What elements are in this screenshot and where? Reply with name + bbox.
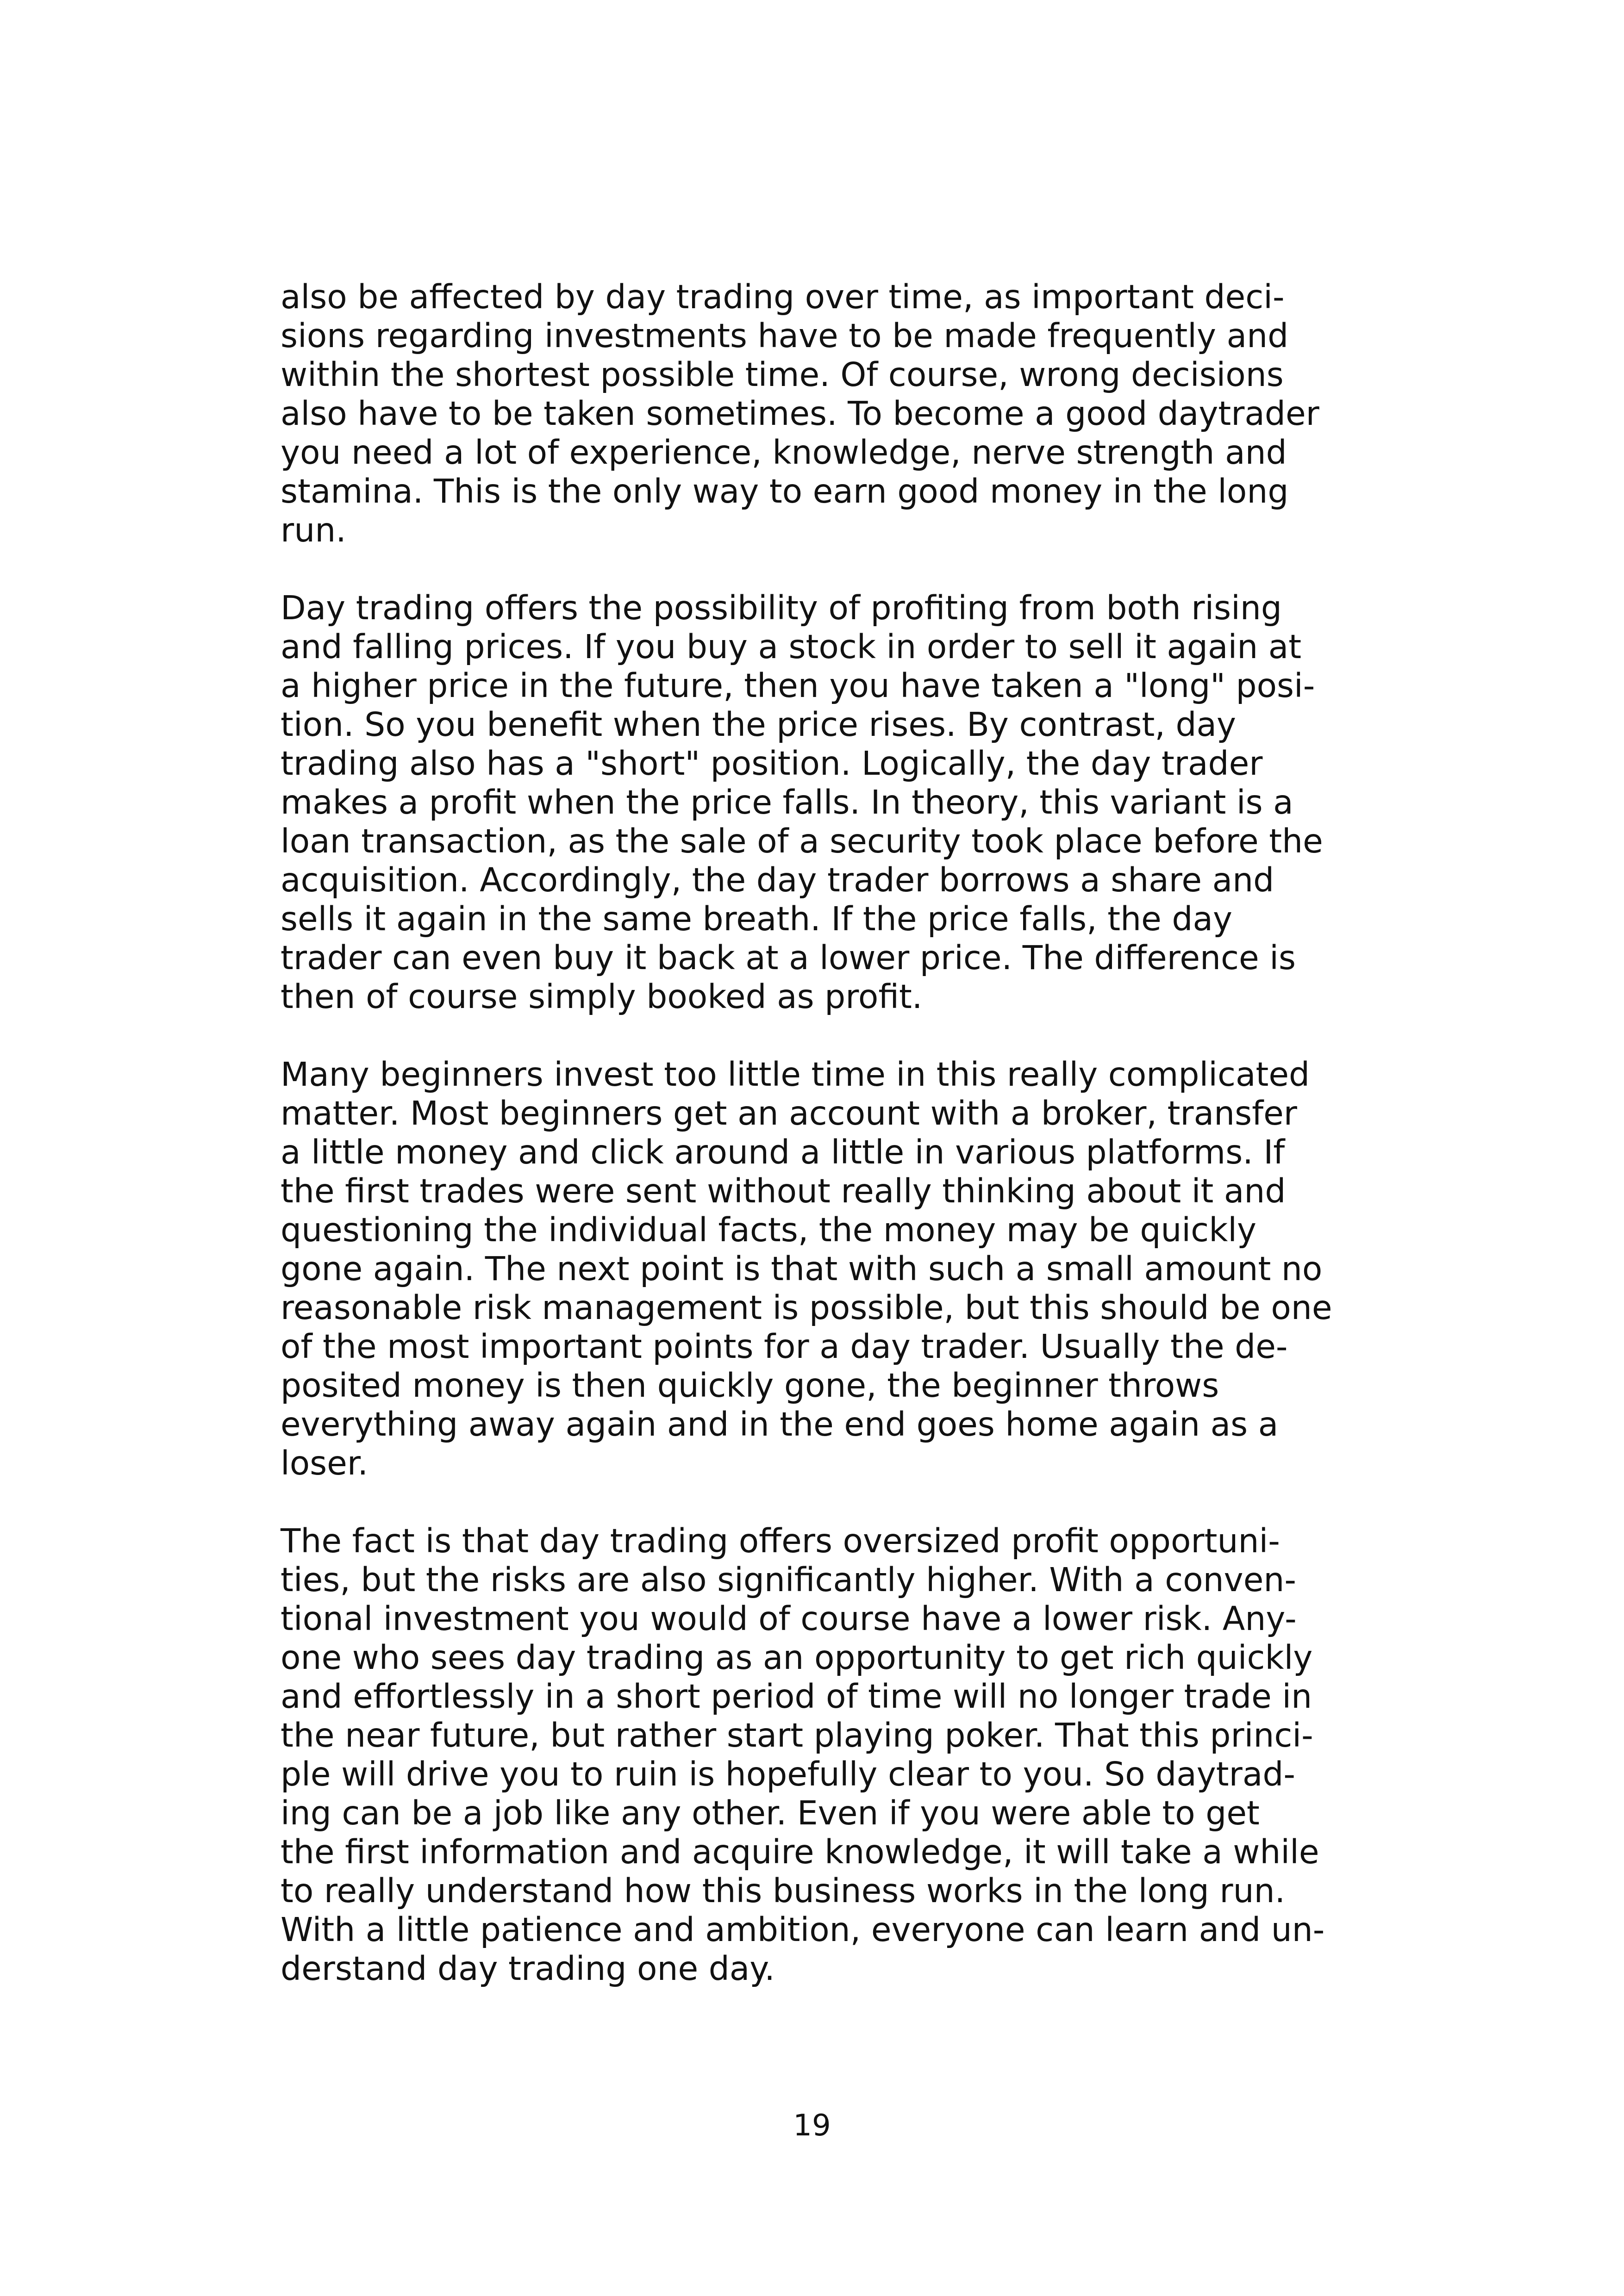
text-line: matter. Most beginners get an account with a broker, transfer [281, 1094, 1297, 1132]
text-line: the first information and acquire knowledge, it will take a while [281, 1833, 1319, 1871]
paragraph-3 [281, 1055, 1364, 1483]
text-line: gone again. The next point is that with such a small amount no [281, 1250, 1323, 1288]
body-text [281, 278, 1364, 2027]
text-line: one who sees day trading as an opportunity to get rich quickly [281, 1638, 1313, 1677]
text-line: a higher price in the future, then you have taken a "long" posi- [281, 666, 1315, 705]
text-line: Many beginners invest too little time in this really complicated [281, 1055, 1310, 1094]
text-line: sions regarding investments have to be made frequently and [281, 317, 1289, 355]
text-line: reasonable risk management is possible, but this should be one [281, 1288, 1332, 1327]
text-line: the first trades were sent without really thinking about it and [281, 1172, 1286, 1210]
text-line: also be affected by day trading over time, as important deci- [281, 278, 1285, 316]
text-line: stamina. This is the only way to earn good money in the long [281, 472, 1289, 510]
text-line: a little money and click around a little in various platforms. If [281, 1133, 1285, 1171]
text-line: and falling prices. If you buy a stock in order to sell it again at [281, 628, 1302, 666]
text-line: trading also has a "short" position. Logically, the day trader [281, 744, 1263, 783]
text-line: within the shortest possible time. Of course, wrong decisions [281, 355, 1284, 394]
text-line: loser. [281, 1444, 369, 1482]
text-line: derstand day trading one day. [281, 1949, 775, 1988]
text-line: ties, but the risks are also significantly higher. With a conven- [281, 1561, 1296, 1599]
text-line: ing can be a job like any other. Even if you were able to get [281, 1794, 1260, 1832]
text-line: tional investment you would of course have a lower risk. Any- [281, 1599, 1297, 1638]
text-line: you need a lot of experience, knowledge, nerve strength and [281, 433, 1287, 472]
text-line: sells it again in the same breath. If the price falls, the day [281, 900, 1232, 938]
text-line: acquisition. Accordingly, the day trader borrows a share and [281, 861, 1274, 899]
text-line: the near future, but rather start playing poker. That this princi- [281, 1716, 1313, 1755]
text-line: questioning the individual facts, the money may be quickly [281, 1211, 1257, 1249]
text-line: makes a profit when the price falls. In theory, this variant is a [281, 783, 1293, 821]
text-line: to really understand how this business works in the long run. [281, 1872, 1286, 1910]
paragraph-2 [281, 589, 1364, 1016]
text-line: With a little patience and ambition, everyone can learn and un- [281, 1910, 1325, 1949]
text-line: loan transaction, as the sale of a security took place before the [281, 822, 1323, 860]
paragraph-4 [281, 1522, 1364, 1988]
text-line: trader can even buy it back at a lower price. The difference is [281, 939, 1296, 977]
page-number: 19 [793, 2109, 831, 2143]
text-line: tion. So you benefit when the price rises. By contrast, day [281, 705, 1237, 744]
text-line: of the most important points for a day trader. Usually the de- [281, 1327, 1288, 1366]
text-line: The fact is that day trading offers oversized profit opportuni- [281, 1522, 1280, 1560]
text-line: then of course simply booked as profit. [281, 977, 923, 1016]
text-line: also have to be taken sometimes. To become a good daytrader [281, 394, 1319, 433]
text-line: posited money is then quickly gone, the beginner throws [281, 1366, 1219, 1405]
text-line: Day trading offers the possibility of profiting from both rising [281, 589, 1282, 627]
text-line: and effortlessly in a short period of time will no longer trade in [281, 1677, 1312, 1716]
paragraph-1 [281, 278, 1364, 550]
text-line: ple will drive you to ruin is hopefully clear to you. So daytrad- [281, 1755, 1296, 1793]
text-line: everything away again and in the end goes home again as a [281, 1405, 1279, 1444]
text-line: run. [281, 511, 346, 549]
